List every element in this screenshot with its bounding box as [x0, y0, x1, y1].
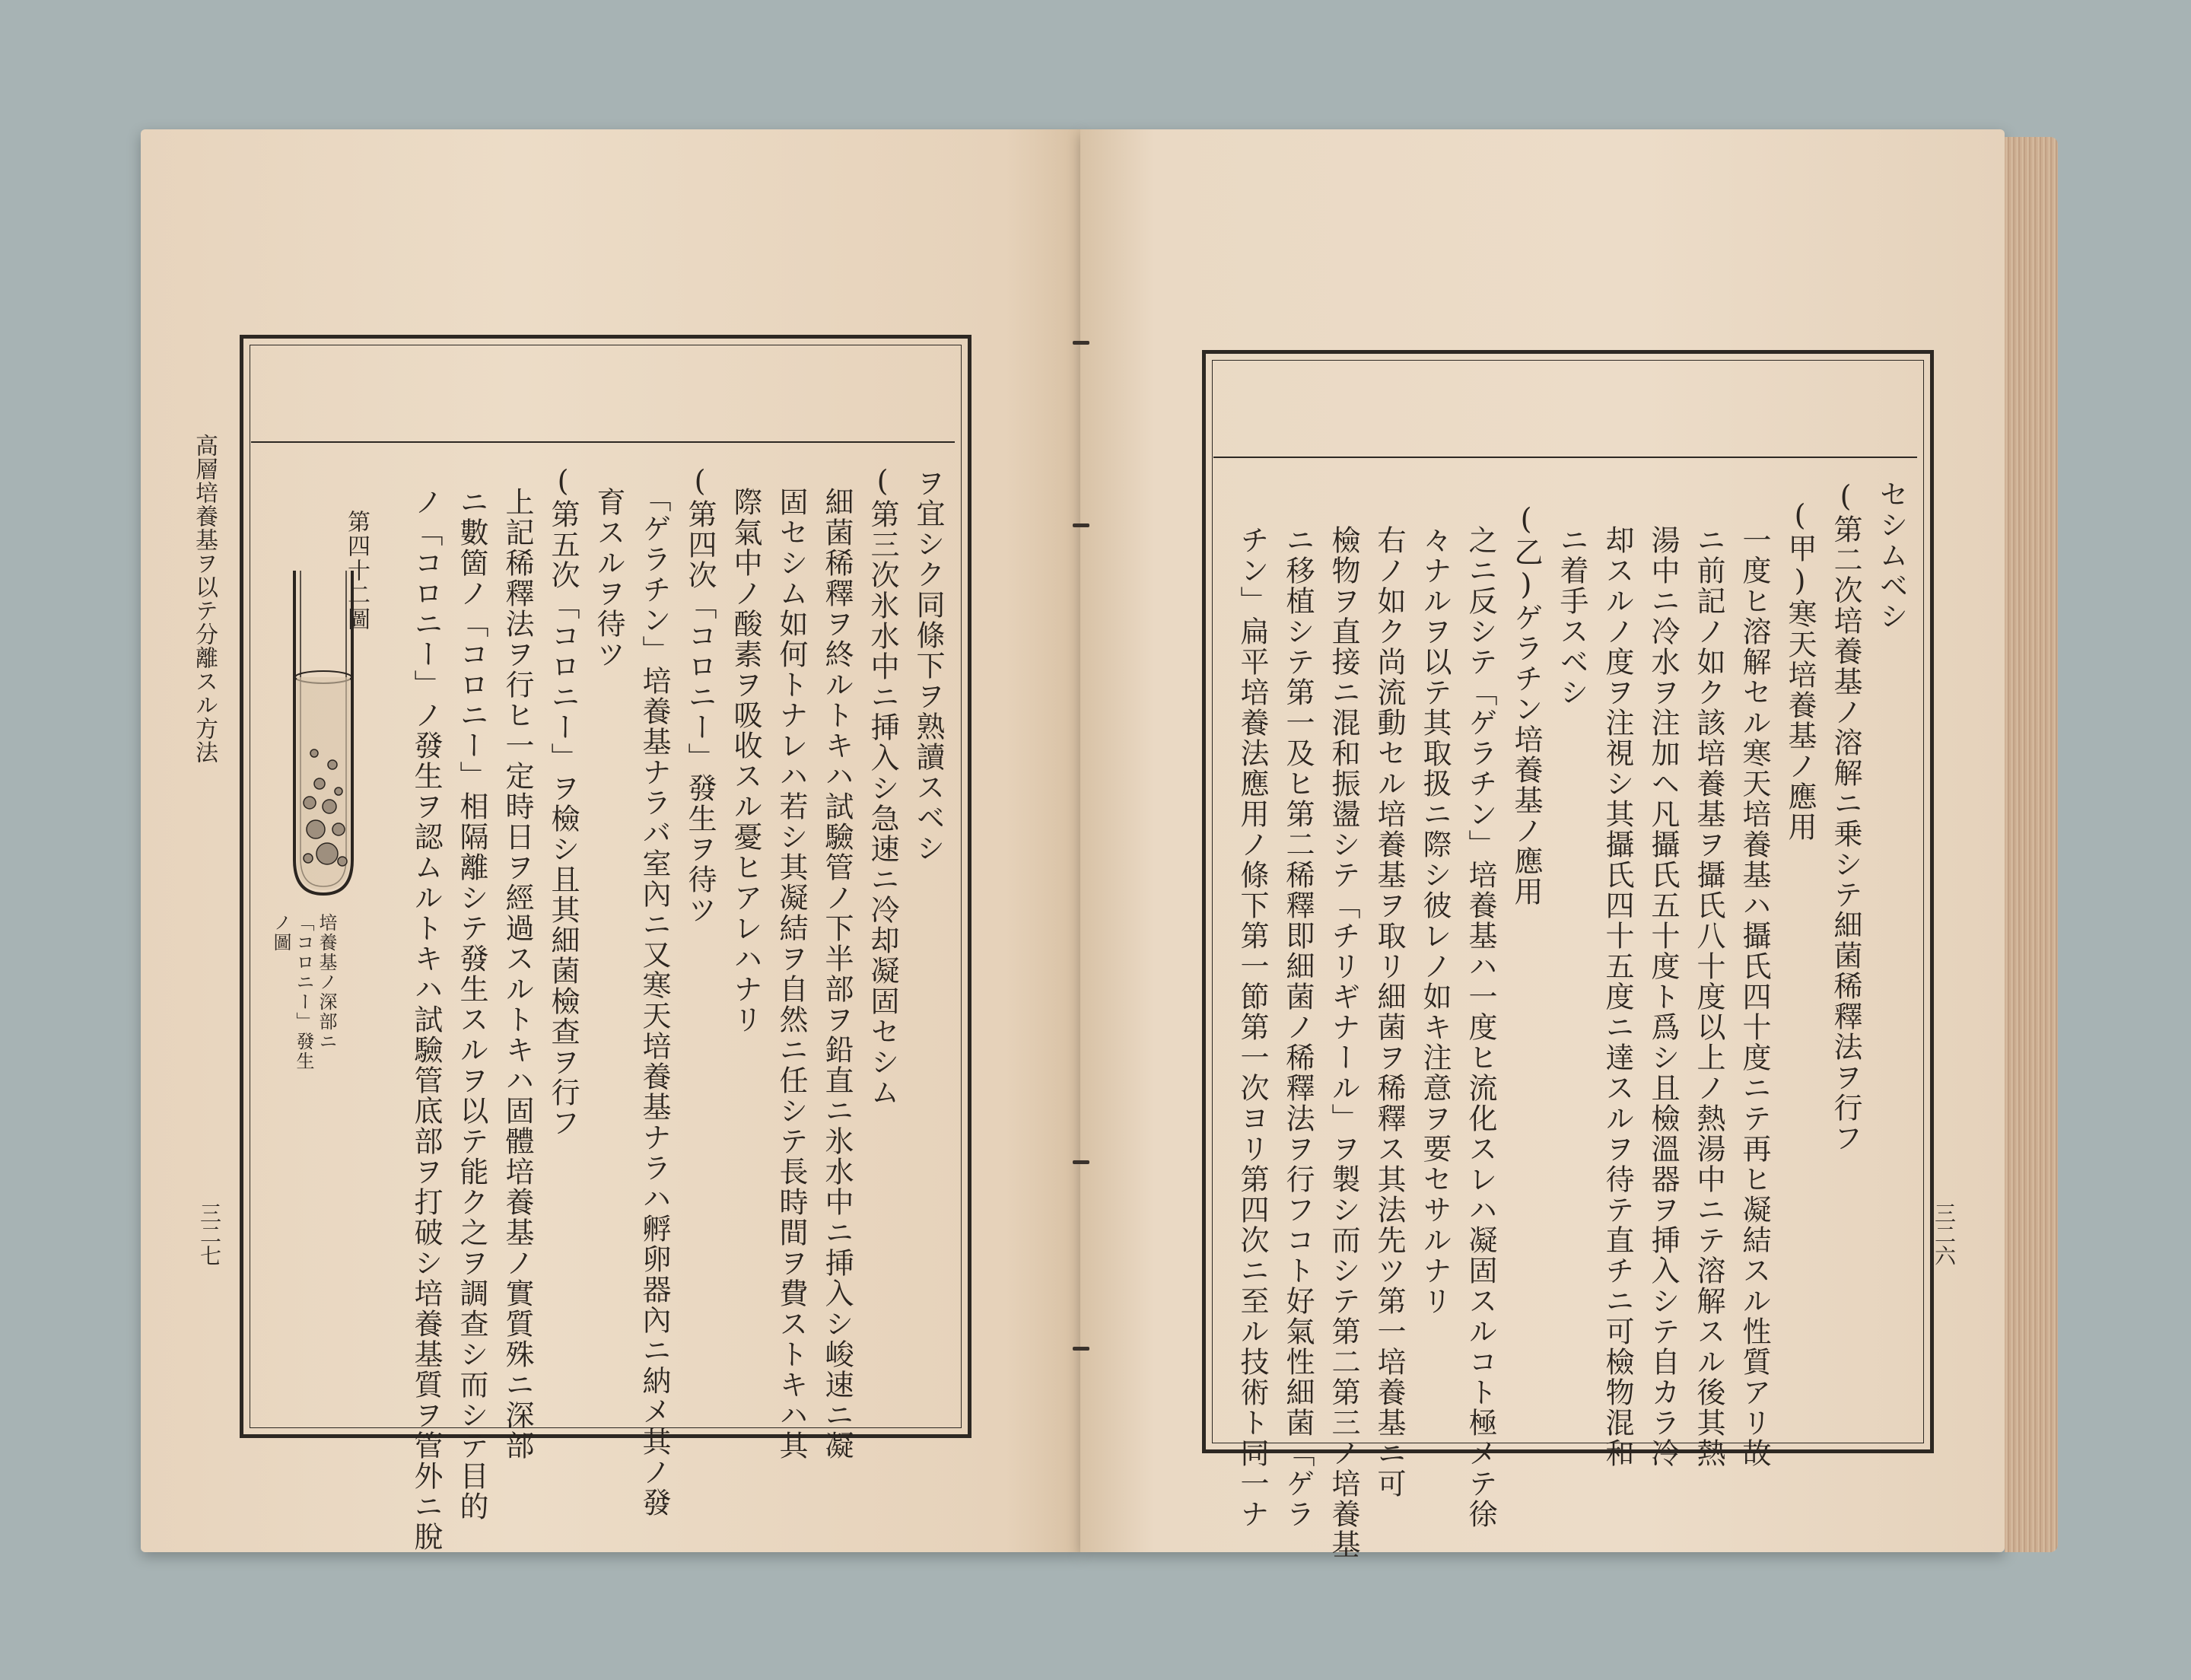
text-column: 右ノ如ク尚流動セル培養基ヲ取リ細菌ヲ稀釋ス其法先ツ第一培養基ニ可	[1372, 525, 1406, 1499]
text-column: ノ「コロニー」ノ發生ヲ認ムルトキハ試驗管底部ヲ打破シ培養基質ヲ管外ニ脫	[409, 487, 443, 1552]
text-column: 「ゲラチン」培養基ナラバ室內ニ又寒天培養基ナラハ孵卵器內ニ納メ其ノ發	[638, 483, 671, 1518]
text-column: 之ニ反シテ「ゲラチン」培養基ハ一度ヒ流化スレハ凝固スルコト極メテ徐	[1464, 525, 1497, 1529]
figure-caption: ノ圖	[270, 913, 291, 953]
binding-stitch	[1073, 341, 1089, 345]
figure-caption: 「コロニー」發生	[293, 913, 314, 1071]
right-page-number: 三二六	[1932, 1202, 1957, 1266]
text-column: 育スルヲ待ツ	[592, 487, 625, 670]
text-column: ニ前記ノ如ク該培養基ヲ攝氏八十度以上ノ熱湯中ニテ溶解スル後其熱	[1692, 525, 1725, 1468]
header-rule	[251, 441, 955, 443]
figure-number: 第四十二圖	[343, 510, 370, 632]
text-column: チン」扁平培養法應用ノ條下第一節第一次ヨリ第四次ニ至ル技術ト同一ナ	[1235, 525, 1269, 1529]
text-column: セシムベシ	[1875, 479, 1908, 632]
text-column: ニ數箇ノ「コロニー」相隔離シテ發生スルヲ以テ能ク之ヲ調查シ而シテ目的	[455, 487, 488, 1522]
test-tube-illustration	[278, 571, 369, 905]
text-column: (第四次「コロニー」發生ヲ待ツ	[683, 464, 717, 925]
text-column: 々ナルヲ以テ其取扱ニ際シ彼レノ如キ注意ヲ要セサルナリ	[1418, 525, 1452, 1316]
text-column: ニ移植シテ第一及ヒ第二稀釋即細菌ノ稀釋法ヲ行フコト好氣性細菌「ゲラ	[1281, 525, 1315, 1529]
text-column: 一度ヒ溶解セル寒天培養基ハ攝氏四十度ニテ再ヒ凝結スル性質アリ故	[1738, 525, 1771, 1468]
text-column: 固セシム如何トナレハ若シ其凝結ヲ自然ニ任シテ長時間ヲ費ストキハ其	[774, 487, 808, 1461]
text-column: (第五次「コロニー」ヲ檢シ且其細菌檢查ヲ行フ	[546, 464, 580, 1138]
text-column: 細菌稀釋ヲ終ルトキハ試驗管ノ下半部ヲ鉛直ニ氷水中ニ挿入シ峻速ニ凝	[820, 487, 854, 1461]
text-column: (甲)寒天培養基ノ應用	[1783, 498, 1817, 842]
figure-caption: 培養基ノ深部ニ	[316, 913, 337, 1052]
text-column: ヲ宜シク同條下ヲ熟讀スベシ	[911, 468, 945, 864]
binding-stitch	[1073, 523, 1089, 527]
text-column: (第三次氷水中ニ挿入シ急速ニ冷却凝固セシム	[866, 464, 899, 1108]
text-column: 湯中ニ冷水ヲ注加ヘ凡攝氏五十度ト爲シ且檢溫器ヲ挿入シテ自カラ冷	[1646, 525, 1680, 1468]
text-column: 際氣中ノ酸素ヲ吸收スル憂ヒアレハナリ	[729, 487, 762, 1035]
binding-stitch	[1073, 1160, 1089, 1164]
left-page-number: 三二七	[197, 1202, 222, 1266]
text-column: ニ着手スベシ	[1555, 525, 1588, 708]
text-column: (乙)ゲラチン培養基ノ應用	[1509, 502, 1543, 907]
running-title: 高層培養基ヲ以テ分離スル方法	[191, 434, 218, 764]
header-rule	[1213, 457, 1917, 458]
binding-stitch	[1073, 1347, 1089, 1351]
text-column: 上記稀釋法ヲ行ヒ一定時日ヲ經過スルトキハ固體培養基ノ實質殊ニ深部	[501, 487, 534, 1461]
text-column: 却スルノ度ヲ注視シ其攝氏四十五度ニ達スルヲ待テ直チニ可檢物混和	[1601, 525, 1634, 1468]
open-book	[141, 129, 2062, 1583]
page-edges	[2005, 137, 2058, 1552]
text-column: (第二次培養基ノ溶解ニ乗シテ細菌稀釋法ヲ行フ	[1829, 479, 1862, 1153]
text-column: 檢物ヲ直接ニ混和振盪シテ「チリギナール」ヲ製シ而シテ第二第三ノ培養基	[1327, 525, 1360, 1560]
